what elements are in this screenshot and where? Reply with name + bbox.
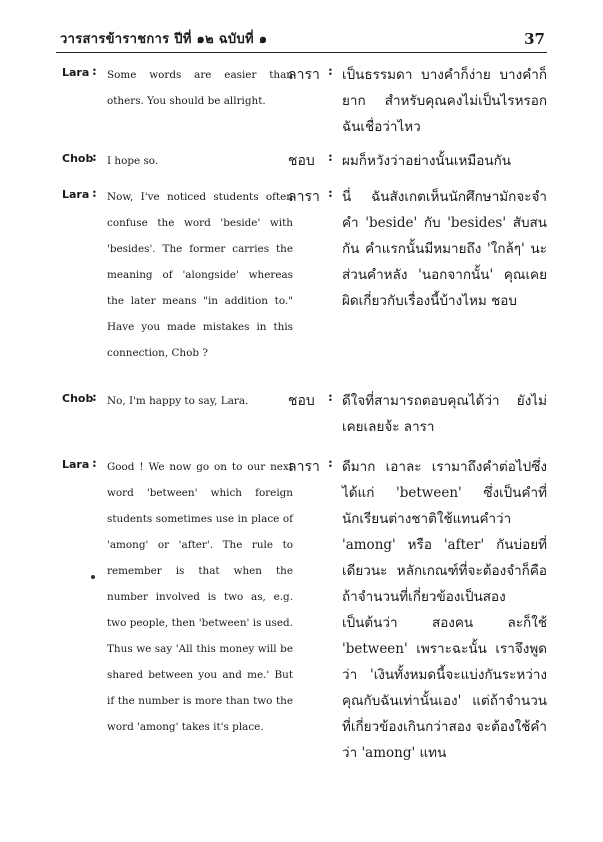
colon: : — [92, 456, 97, 471]
colon: : — [328, 64, 333, 79]
colon: : — [92, 150, 97, 165]
english-text: Now, I've noticed students often confuse the word 'beside' with 'besides'. The former carries the meaning of 'alongside' whereas the later means "in addition to." Have you made mistakes in this connection, Chob ? — [107, 191, 293, 359]
running-header: วารสารข้าราชการ ปีที่ ๑๒ ฉบับที่ ๑ — [60, 32, 268, 47]
speaker-en: Lara — [62, 188, 90, 201]
colon: : — [92, 186, 97, 201]
margin-mark — [91, 575, 95, 579]
colon: : — [328, 390, 333, 405]
speaker-th: ลารา — [288, 189, 320, 205]
speaker-th: ลารา — [288, 459, 320, 475]
page-number: 37 — [524, 30, 545, 48]
speaker-en: Chob — [62, 152, 94, 165]
english-text: No, I'm happy to say, Lara. — [107, 395, 249, 407]
speaker-th: ลารา — [288, 67, 320, 83]
speaker-en: Chob — [62, 392, 94, 405]
speaker-th: ชอบ — [288, 153, 315, 169]
header-rule — [56, 52, 547, 53]
thai-text: นี่ ฉันสังเกตเห็นนักศึกษามักจะจำคำ 'beside' กับ 'besides' สับสนกัน คำแรกนั้นมีหมายถึง 'ใกล้ๆ' นะ ส่วนคำหลัง 'นอกจากนั้น' คุณเคยผิดเกี่ยวกับเรื่องนี้บ้างไหม ชอบ — [342, 189, 547, 309]
thai-text: เป็นธรรมดา บางคำก็ง่าย บางคำก็ยาก สำหรับคุณคงไม่เป็นไรหรอก ฉันเชื่อว่าไหว — [342, 67, 547, 135]
thai-text: ผมก็หวังว่าอย่างนั้นเหมือนกัน — [342, 153, 512, 169]
thai-text: ดีมาก เอาละ เรามาถึงคำต่อไปซึ่งได้แก่ 'between' ซึ่งเป็นคำที่นักเรียนต่างชาติใช้แทนคำว่า 'among' หรือ 'after' กันบ่อยที่เดียวนะ หลักเกณฑ์ที่จะต้องจำก็คือ ถ้าจำนวนที่เกี่ยวข้องเป็นสอง เป็นต้นว่า สองคน ละก็ใช้ 'between' เพราะฉะนั้น เราจึงพูดว่า 'เงินทั้งหมดนี้จะแบ่งกันระหว่างคุณกับฉันเท่านั้นเอง' แต่ถ้าจำนวนที่เกี่ยวข้องเกินกว่าสอง จะต้องใช้คำว่า 'among' แทน — [342, 459, 547, 761]
english-text: Some words are easier than others. You should be allright. — [107, 69, 293, 107]
colon: : — [328, 150, 333, 165]
speaker-en: Lara — [62, 66, 90, 79]
colon: : — [92, 390, 97, 405]
english-text: Good ! We now go on to our next word 'between' which foreign students sometimes use in place of 'among' or 'after'. The rule to remember is that when the number involved is two as, e.g. two people, then 'between' is used. Thus we say 'All this money will be shared between you and me.' But if the number is more than two the word 'among' takes it's place. — [107, 461, 293, 733]
colon: : — [328, 456, 333, 471]
speaker-th: ชอบ — [288, 393, 315, 409]
colon: : — [328, 186, 333, 201]
english-text: I hope so. — [107, 155, 159, 167]
speaker-en: Lara — [62, 458, 90, 471]
colon: : — [92, 64, 97, 79]
thai-text: ดีใจที่สามารถตอบคุณได้ว่า ยังไม่เคยเลยจ้ะ ลารา — [342, 393, 547, 435]
